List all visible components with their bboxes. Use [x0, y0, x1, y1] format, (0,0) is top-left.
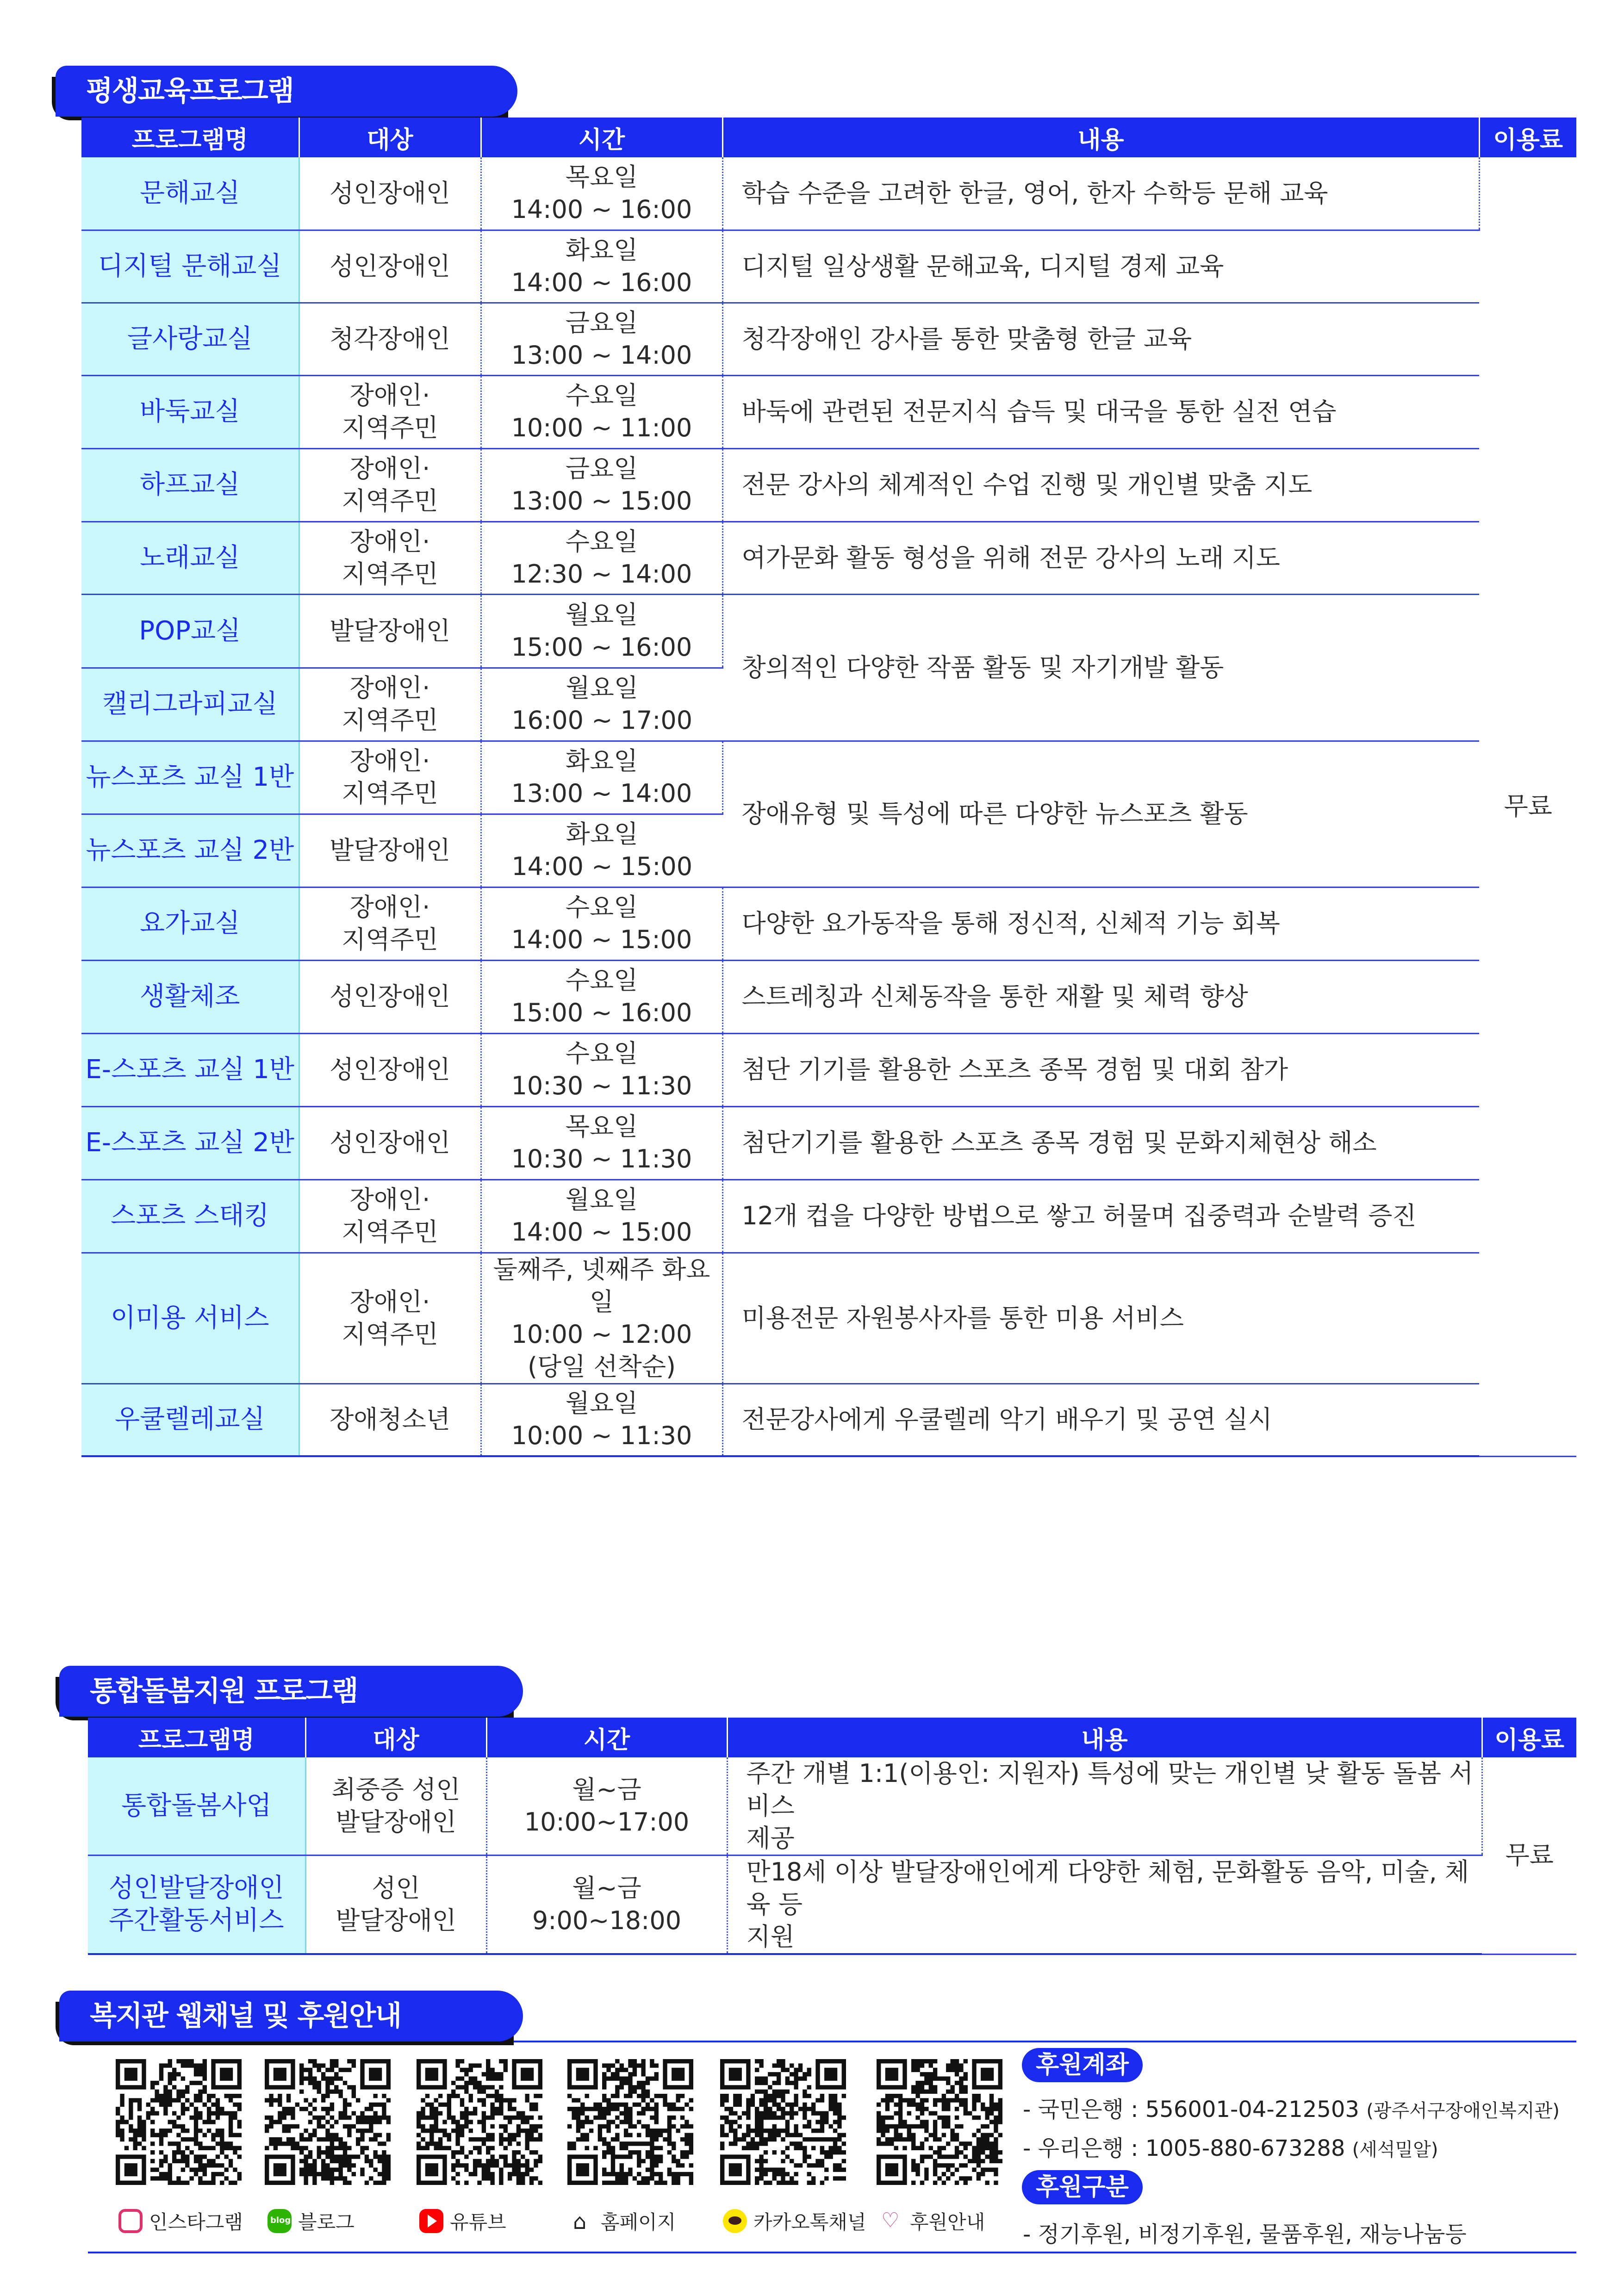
table-row: [81, 1033, 1576, 1106]
cell-line: 성인: [372, 1874, 420, 1903]
program-name: E-스포츠 교실 1반: [81, 1033, 299, 1106]
program-content: 12개 컵을 다양한 방법으로 쌓고 허물며 집중력과 순발력 증진: [722, 1179, 1479, 1253]
channel-5[interactable]: [723, 2207, 866, 2235]
table-row: [88, 1757, 1576, 1855]
cell-line: 월~금: [572, 1874, 641, 1903]
header-target: 대상: [305, 1718, 486, 1757]
table-row: [81, 375, 1576, 448]
program-content: [727, 1855, 1482, 1955]
cell-line: 화요일: [565, 235, 638, 265]
table-row: [81, 741, 1576, 814]
header-fee: 이용료: [1482, 1718, 1576, 1757]
program-target: [299, 157, 481, 230]
program-time: [486, 1855, 727, 1955]
qr-code-2[interactable]: [265, 2059, 391, 2185]
cell-line: 청각장애인: [330, 324, 450, 354]
header-fee: 이용료: [1479, 118, 1576, 157]
program-content: 다양한 요가동작을 통해 정신적, 신체적 기능 회복: [722, 887, 1479, 960]
cell-line: 13:00 ~ 15:00: [511, 486, 692, 515]
program-target: [305, 1757, 486, 1855]
cell-line: 10:00 ~ 11:30: [511, 1421, 692, 1451]
donation-type-badge: 후원구분: [1022, 2170, 1143, 2204]
program-time: [481, 814, 722, 887]
program-target: [299, 887, 481, 960]
program-target: [299, 668, 481, 741]
program-target: [299, 375, 481, 448]
program-name: 문해교실: [81, 157, 299, 230]
program-time: [481, 1106, 722, 1179]
program-target: [299, 741, 481, 814]
cell-line: 제공: [746, 1824, 795, 1853]
cell-line: 지역주민: [342, 925, 438, 954]
divider: [88, 2252, 1576, 2253]
cell-line: 10:00 ~ 12:00: [511, 1319, 692, 1349]
program-time: [481, 1033, 722, 1106]
program-target: [299, 594, 481, 668]
program-name: 뉴스포츠 교실 2반: [81, 814, 299, 887]
program-target: [299, 230, 481, 303]
program-name: 캘리그라피교실: [81, 668, 299, 741]
donation-account-badge: 후원계좌: [1022, 2048, 1143, 2082]
program-name: 스포츠 스태킹: [81, 1179, 299, 1253]
cell-line: 월요일: [566, 673, 638, 702]
channel-4[interactable]: [570, 2207, 676, 2235]
program-content: 장애유형 및 특성에 따른 다양한 뉴스포츠 활동: [722, 741, 1479, 887]
channel-2[interactable]: [268, 2207, 355, 2235]
program-name: 요가교실: [81, 887, 299, 960]
table-row: [81, 1253, 1576, 1384]
cell-line: 통합돌봄사업: [121, 1791, 272, 1821]
program-time: [481, 375, 722, 448]
donation-icon: ♡: [879, 2209, 903, 2233]
program-target: [299, 521, 481, 594]
cell-line: 10:30 ~ 11:30: [511, 1071, 692, 1100]
cell-line: 지역주민: [342, 486, 438, 515]
table-row: [81, 1106, 1576, 1179]
cell-line: 12:30 ~ 14:00: [511, 559, 692, 589]
cell-line: 지역주민: [342, 1319, 438, 1349]
table-row: [88, 1855, 1576, 1955]
cell-line: 14:00 ~ 15:00: [511, 1217, 692, 1247]
program-content: 첨단기기를 활용한 스포츠 종목 경험 및 문화지체현상 해소: [722, 1106, 1479, 1179]
program-content: 전문강사에게 우쿨렐레 악기 배우기 및 공연 실시: [722, 1384, 1479, 1456]
youtube-icon: [419, 2209, 443, 2233]
channel-label: 카카오톡채널: [753, 2211, 866, 2234]
cell-line: 성인장애인: [330, 1055, 450, 1084]
cell-line: 지역주민: [342, 779, 438, 808]
program-target: [299, 303, 481, 375]
program-content: 디지털 일상생활 문해교육, 디지털 경제 교육: [722, 230, 1479, 303]
cell-line: 수요일: [565, 966, 638, 995]
section-title: 평생교육프로그램: [56, 66, 517, 117]
program-name: 생활체조: [81, 960, 299, 1033]
qr-code-3[interactable]: [417, 2059, 542, 2185]
program-content: 청각장애인 강사를 통한 맞춤형 한글 교육: [722, 303, 1479, 375]
cell-line: 월~금: [572, 1775, 641, 1804]
program-name: 글사랑교실: [81, 303, 299, 375]
channel-label: 후원안내: [910, 2211, 985, 2234]
header-content: 내용: [722, 118, 1479, 157]
section-header-lifelong: [52, 66, 517, 120]
channel-6[interactable]: [879, 2207, 985, 2235]
program-time: [481, 668, 722, 741]
cell-line: 만18세 이상 발달장애인에게 다양한 체험, 문화활동 음악, 미술, 체육 등: [746, 1857, 1469, 1919]
cell-line: 장애인·: [349, 746, 430, 776]
program-time: [481, 960, 722, 1033]
program-content: 창의적인 다양한 작품 활동 및 자기개발 활동: [722, 594, 1479, 741]
cell-line: 발달장애인: [336, 1906, 456, 1935]
program-name: 우쿨렐레교실: [81, 1384, 299, 1456]
cell-line: 월요일: [565, 1389, 638, 1418]
cell-line: 15:00 ~ 16:00: [511, 998, 692, 1027]
cell-line: (당일 선착순): [527, 1352, 676, 1381]
program-content: 스트레칭과 신체동작을 통한 재활 및 체력 향상: [722, 960, 1479, 1033]
cell-line: 장애인·: [349, 1185, 430, 1214]
cell-line: 둘째주, 넷째주 화요일: [493, 1254, 710, 1316]
qr-code-6[interactable]: [877, 2059, 1002, 2185]
program-target: [305, 1855, 486, 1955]
channel-label: 블로그: [298, 2211, 355, 2234]
account-line-2: - 우리은행 : 1005-880-673288 (세석밀알): [1023, 2135, 1438, 2161]
qr-code-1[interactable]: [116, 2059, 242, 2185]
qr-code-4[interactable]: [567, 2059, 693, 2185]
instagram-icon: [118, 2209, 143, 2233]
program-content: 학습 수준을 고려한 한글, 영어, 한자 수학등 문해 교육: [722, 157, 1479, 230]
cell-line: 지역주민: [342, 559, 438, 589]
program-name: 뉴스포츠 교실 1반: [81, 741, 299, 814]
cell-line: 10:30 ~ 11:30: [511, 1144, 692, 1173]
cell-line: 금요일: [565, 454, 638, 483]
cell-line: 성인장애인: [330, 251, 450, 281]
cell-line: 금요일: [565, 308, 638, 337]
program-time: [481, 1179, 722, 1253]
program-target: [299, 1106, 481, 1179]
cell-line: 14:00 ~ 15:00: [511, 925, 692, 954]
program-name: 하프교실: [81, 448, 299, 521]
cell-line: 최중증 성인: [331, 1775, 460, 1804]
kakaotalk-icon: [723, 2209, 747, 2233]
cell-line: 성인장애인: [330, 982, 450, 1011]
cell-line: 10:00 ~ 11:00: [511, 413, 692, 442]
program-time: [481, 157, 722, 230]
header-target: 대상: [299, 118, 481, 157]
program-content: [727, 1757, 1482, 1855]
program-fee: 무료: [1482, 1757, 1576, 1954]
program-content: 미용전문 자원봉사자를 통한 미용 서비스: [722, 1253, 1479, 1384]
program-name: POP교실: [81, 594, 299, 668]
program-name: [88, 1855, 305, 1955]
qr-code-5[interactable]: [720, 2059, 846, 2185]
cell-line: 월요일: [565, 600, 638, 629]
section-header-care: [56, 1666, 523, 1720]
cell-line: 주간활동서비스: [108, 1905, 284, 1936]
cell-line: 성인발달장애인: [108, 1873, 284, 1903]
section-header-web-channels: [56, 1991, 523, 2045]
cell-line: 장애인·: [349, 673, 430, 702]
cell-line: 9:00~18:00: [532, 1906, 682, 1935]
channel-label: 유튜브: [450, 2211, 506, 2234]
program-target: [299, 1033, 481, 1106]
table-row: [81, 303, 1576, 375]
cell-line: 15:00 ~ 16:00: [511, 632, 692, 662]
cell-line: 장애청소년: [330, 1405, 450, 1434]
program-content: 여가문화 활동 형성을 위해 전문 강사의 노래 지도: [722, 521, 1479, 594]
header-program-name: 프로그램명: [88, 1718, 305, 1757]
cell-line: 13:00 ~ 14:00: [511, 340, 692, 370]
cell-line: 지역주민: [342, 706, 438, 735]
cell-line: 지원: [746, 1922, 795, 1951]
cell-line: 16:00 ~ 17:00: [511, 706, 693, 735]
cell-line: 목요일: [565, 1112, 638, 1141]
program-target: [299, 1253, 481, 1384]
program-time: [481, 1253, 722, 1384]
cell-line: 주간 개별 1:1(이용인: 지원자) 특성에 맞는 개인별 낮 활동 돌봄 서비스: [746, 1759, 1474, 1820]
program-target: [299, 448, 481, 521]
table-row: [81, 1179, 1576, 1253]
divider: [514, 2041, 1576, 2042]
cell-line: 14:00 ~ 16:00: [511, 267, 692, 297]
table-row: [81, 594, 1576, 668]
cell-line: 장애인·: [349, 1287, 430, 1316]
cell-line: 발달장애인: [330, 836, 450, 865]
cell-line: 수요일: [565, 381, 638, 410]
cell-line: 10:00~17:00: [524, 1807, 690, 1837]
cell-line: 발달장애인: [336, 1807, 456, 1837]
cell-line: 장애인·: [349, 454, 430, 483]
section-title: 통합돌봄지원 프로그램: [59, 1666, 523, 1717]
program-time: [481, 521, 722, 594]
cell-line: 화요일: [565, 746, 638, 776]
blog-icon: blog: [268, 2209, 292, 2233]
cell-line: 13:00 ~ 14:00: [511, 779, 692, 808]
cell-line: 화요일: [566, 819, 638, 849]
cell-line: 목요일: [565, 162, 638, 192]
header-time: 시간: [486, 1718, 727, 1757]
program-fee: 무료: [1479, 157, 1576, 1456]
cell-line: 수요일: [565, 893, 638, 922]
table-row: [81, 157, 1576, 230]
channel-label: 홈페이지: [601, 2211, 676, 2234]
channel-3[interactable]: [419, 2207, 506, 2235]
header-program-name: 프로그램명: [81, 118, 299, 157]
program-target: [299, 1384, 481, 1456]
cell-line: 장애인·: [349, 893, 430, 922]
cell-line: 지역주민: [342, 413, 438, 442]
program-time: [486, 1757, 727, 1855]
header-content: 내용: [727, 1718, 1482, 1757]
program-name: E-스포츠 교실 2반: [81, 1106, 299, 1179]
program-name: [88, 1757, 305, 1855]
cell-line: 성인장애인: [330, 178, 450, 208]
program-content: 전문 강사의 체계적인 수업 진행 및 개인별 맞춤 지도: [722, 448, 1479, 521]
home-icon: ⌂: [570, 2209, 594, 2233]
table-row: [81, 230, 1576, 303]
program-name: 디지털 문해교실: [81, 230, 299, 303]
program-time: [481, 741, 722, 814]
program-target: [299, 960, 481, 1033]
table-row: [81, 960, 1576, 1033]
cell-line: 발달장애인: [330, 616, 450, 645]
program-name: 바둑교실: [81, 375, 299, 448]
donation-types: - 정기후원, 비정기후원, 물품후원, 재능나눔등: [1023, 2222, 1467, 2247]
cell-line: 14:00 ~ 16:00: [511, 194, 692, 224]
header-time: 시간: [481, 118, 722, 157]
program-name: 노래교실: [81, 521, 299, 594]
channel-1[interactable]: [118, 2207, 243, 2235]
cell-line: 성인장애인: [330, 1128, 450, 1157]
program-target: [299, 1179, 481, 1253]
account-line-1: - 국민은행 : 556001-04-212503 (광주서구장애인복지관): [1023, 2097, 1560, 2122]
cell-line: 수요일: [565, 527, 638, 556]
program-time: [481, 1384, 722, 1456]
program-time: [481, 230, 722, 303]
section-title: 복지관 웹채널 및 후원안내: [59, 1991, 523, 2042]
channel-label: 인스타그램: [149, 2211, 243, 2234]
table-row: [81, 1384, 1576, 1456]
cell-line: 수요일: [565, 1039, 638, 1068]
program-content: 바둑에 관련된 전문지식 습득 및 대국을 통한 실전 연습: [722, 375, 1479, 448]
program-time: [481, 594, 722, 668]
cell-line: 14:00 ~ 15:00: [511, 852, 693, 881]
cell-line: 월요일: [565, 1185, 638, 1214]
program-time: [481, 303, 722, 375]
program-target: [299, 814, 481, 887]
lifelong-program-table: [81, 118, 1576, 1457]
program-name: 이미용 서비스: [81, 1253, 299, 1384]
table-row: [81, 448, 1576, 521]
care-program-table: [88, 1718, 1576, 1955]
table-row: [81, 521, 1576, 594]
program-time: [481, 448, 722, 521]
cell-line: 지역주민: [342, 1217, 438, 1247]
table-row: [81, 887, 1576, 960]
cell-line: 장애인·: [349, 381, 430, 410]
program-content: 첨단 기기를 활용한 스포츠 종목 경험 및 대회 참가: [722, 1033, 1479, 1106]
cell-line: 장애인·: [349, 527, 430, 556]
program-time: [481, 887, 722, 960]
